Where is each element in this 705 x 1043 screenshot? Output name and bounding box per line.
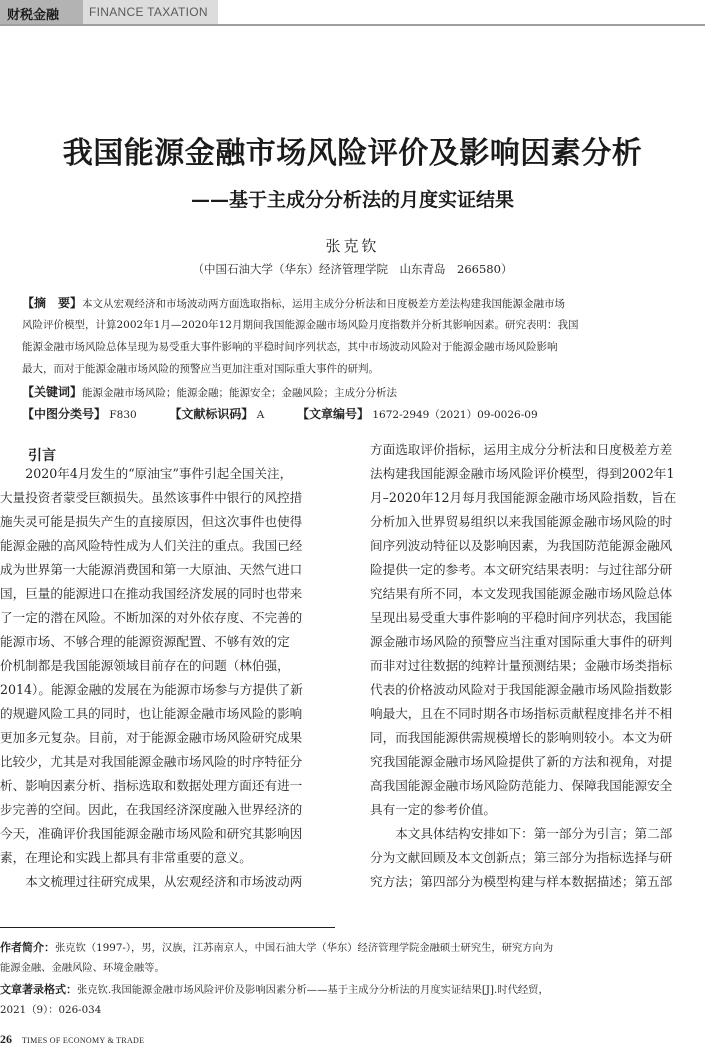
paper-subtitle: ——基于主成分分析法的月度实证结果 [190,189,514,211]
author-bio-line: 能源金融、金融风险、环境金融等。 [0,962,165,974]
citation-label: 文章著录格式： [0,983,77,996]
body-line: 施失灵可能是损失产生的直接原因，但这次事件也使得 [0,514,303,529]
keywords-label: 【关键词】 [22,385,83,399]
body-line: 了一定的潜在风险。不断加深的对外依存度、不完善的 [0,610,303,625]
section-heading: 引言 [28,448,56,464]
column-name-en: FINANCE TAXATION [89,5,208,19]
abstract-line: 风险评价模型，计算2002年1月—2020年12月期间我国能源金融市场风险月度指数并分析其影响因素。研究表明：我国 [22,319,579,331]
article-number-value: 1672-2949（2021）09-0026-09 [372,409,538,421]
body-line: 成为世界第一大能源消费国和第一大原油、天然气进口 [0,562,303,577]
body-line: 本文具体结构安排如下：第一部分为引言；第二部 [370,826,673,841]
body-line: 具有一定的参考价值。 [370,802,496,817]
body-line: 素，在理论和实践上都具有非常重要的意义。 [0,850,252,865]
body-line: 险提供一定的参考。本文研究结果表明：与过往部分研 [370,562,673,577]
header-rule [0,24,705,26]
body-line: 2014）。能源金融的发展在为能源市场参与方提供了新 [0,682,303,697]
page-footer [0,1030,144,1043]
clc-label: 【中图分类号】 [22,407,107,421]
author-bio-label: 作者简介： [0,941,55,954]
body-line: 究我国能源金融市场风险提供了新的方法和视角，对提 [370,754,673,769]
body-line: 月–2020年12月每月我国能源金融市场风险指数，旨在 [370,490,677,505]
paper-title: 我国能源金融市场风险评价及影响因素分析 [62,136,643,171]
body-line: 究结果有所不同，本文发现我国能源金融市场风险总体 [370,586,673,601]
clc-value: F830 [109,409,137,421]
abstract-label: 【摘 要】 [22,296,83,310]
abstract-line: 最大，而对于能源金融市场风险的预警应当更加注重对国际重大事件的研判。 [22,363,379,375]
body-line: 代表的价格波动风险对于我国能源金融市场风险指数影 [370,682,673,697]
abstract-line: 【摘 要】本文从宏观经济和市场波动两方面选取指标，运用主成分分析法和日度极差方差法构建我国能源金融市场 [22,296,566,310]
body-line: 间序列波动特征以及影响因素，为我国防范能源金融风 [370,538,673,553]
body-line: 比较少，尤其是对我国能源金融市场风险的时序特征分 [0,754,303,769]
body-line: 的规避风险工具的同时，也让能源金融市场风险的影响 [0,706,303,721]
body-line: 究方法；第四部分为模型构建与样本数据描述；第五部 [370,874,673,889]
body-line: 价机制都是我国能源领域目前存在的问题（林伯强， [0,658,290,673]
keywords-text: 能源金融市场风险；能源金融；能源安全；金融风险；主成分分析法 [82,387,398,399]
author-bio-line: 作者简介：张克钦（1997-），男，汉族，江苏南京人，中国石油大学（华东）经济管理学院金融硕士研究生，研究方向为 [0,941,554,954]
body-line: 能源市场、不够合理的能源资源配置、不够有效的定 [0,634,290,649]
body-line: 国，巨量的能源进口在推动我国经济发展的同时也带来 [0,586,303,601]
publication-name: TIMES OF ECONOMY & TRADE [22,1036,145,1043]
body-line: 呈现出易受重大事件影响的平稳时间序列状态，我国能 [370,610,673,625]
body-line: 能源金融的高风险特性成为人们关注的重点。我国已经 [0,538,303,553]
body-line: 大量投资者蒙受巨额损失。虽然该事件中银行的风控措 [0,490,303,505]
doc-code-label: 【文献标识码】 [169,407,254,421]
citation-line: 文章著录格式：张克钦.我国能源金融市场风险评价及影响因素分析——基于主成分分析法的月度实证结果[J].时代经贸， [0,983,549,996]
author-name: 张克钦 [325,237,380,255]
body-line: 步完善的空间。因此，在我国经济深度融入世界经济的 [0,802,303,817]
body-line: 法构建我国能源金融市场风险评价模型，得到2002年1 [370,466,675,481]
body-line: 高我国能源金融市场风险防范能力、保障我国能源安全 [370,778,673,793]
citation-line: 2021（9）：026-034 [0,1004,102,1016]
abstract-line: 能源金融市场风险总体呈现为易受重大事件影响的平稳时间序列状态，其中市场波动风险对于能源金融市场风险影响 [22,341,558,353]
author-affiliation: （中国石油大学（华东）经济管理学院 山东青岛 266580） [192,262,513,276]
body-line: 分析加入世界贸易组织以来我国能源金融市场风险的时 [370,514,673,529]
column-tag-en [83,0,218,24]
running-header [0,0,705,24]
body-line: 今天，准确评价我国能源金融市场风险和研究其影响因 [0,826,303,841]
body-line: 析、影响因素分析、指标选取和数据处理方面还有进一 [0,778,303,793]
body-line: 分为文献回顾及本文创新点；第三部分为指标选择与研 [370,850,673,865]
article-number-label: 【文章编号】 [297,407,370,421]
body-line: 响最大，且在不同时期各市场指标贡献程度排名并不相 [370,706,673,721]
column-name: 财税金融 [7,8,60,23]
column-tag [0,0,83,24]
body-line: 方面选取评价指标，运用主成分分析法和日度极差方差 [370,442,673,457]
body-line: 2020年4月发生的“原油宝”事件引起全国关注， [0,466,293,481]
classification-line [22,405,538,424]
keywords-line [22,383,397,402]
footnote-rule [0,927,335,928]
body-line: 而非对过往数据的纯粹计量预测结果；金融市场类指标 [370,658,673,673]
body-line: 更加多元复杂。目前，对于能源金融市场风险研究成果 [0,730,303,745]
body-line: 本文梳理过往研究成果，从宏观经济和市场波动两 [0,874,303,889]
body-line: 同，而我国能源供需规模增长的影响则较小。本文为研 [370,730,673,745]
body-line: 源金融市场风险的预警应当注重对国际重大事件的研判 [370,634,673,649]
doc-code-value: A [256,409,265,421]
page-number: 26 [0,1032,12,1043]
